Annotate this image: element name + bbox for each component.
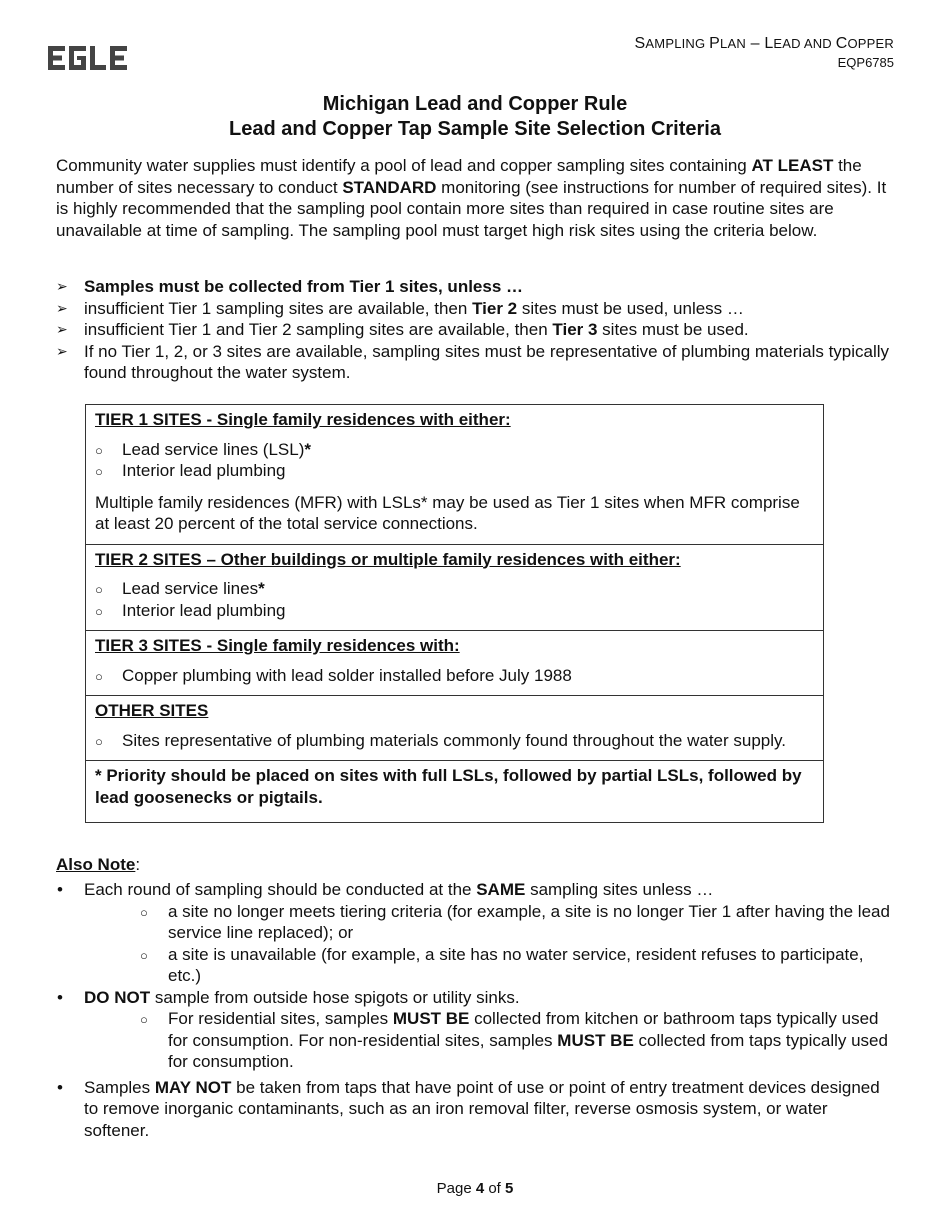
circle-bullet-icon: ○ — [140, 947, 148, 963]
list-item: • Samples MAY NOT be taken from taps that have point of use or point of entry treatment devices designed to remove inorganic contaminants, such as an iron removal filter, reverse osmosis system, or water softener. — [57, 1077, 880, 1140]
other-sites-heading: OTHER SITES — [95, 701, 209, 720]
list-item: ○ a site no longer meets tiering criteria (for example, a site is no longer Tier 1 after having the lead service line replaced); or — [140, 901, 890, 942]
priority-section — [86, 761, 823, 822]
arrow-bullet-icon: ➢ — [56, 342, 68, 359]
page-title — [0, 92, 950, 142]
page-number: Page 4 of 5 — [436, 1180, 514, 1197]
tier-3-section — [86, 631, 823, 696]
list-item: ○ For residential sites, samples MUST BE collected from kitchen or bathroom taps typically used for consumption. For non-residential sites, samples MUST BE collected from taps typically used for consumption. — [140, 1009, 888, 1071]
tier-criteria-table — [85, 404, 824, 823]
circle-bullet-icon: ○ — [95, 582, 103, 597]
tier-2-section — [86, 545, 823, 632]
circle-bullet-icon: ○ — [95, 733, 103, 749]
tier-1-mfr-note: Multiple family residences (MFR) with LSLs* may be used as Tier 1 sites when MFR comprise at least 20 percent of the total service connections. — [95, 492, 800, 533]
selection-rules-list — [56, 276, 896, 384]
bullet-icon: • — [57, 1077, 63, 1097]
intro-paragraph: Community water supplies must identify a pool of lead and copper sampling sites containing AT LEAST the number of sites necessary to conduct STANDARD monitoring (see instructions for number of required sites). It is highly recommended that the sampling pool contain more sites than required in case routine sites are unavailable at time of sampling. The sampling pool must target high risk sites using the criteria below. — [56, 156, 887, 240]
priority-note: * Priority should be placed on sites with full LSLs, followed by partial LSLs, followed by lead goosenecks or pigtails. — [95, 766, 802, 807]
list-item: ○ Interior lead plumbing — [95, 600, 814, 622]
title-line-2: Lead and Copper Tap Sample Site Selection Criteria — [229, 118, 721, 140]
list-item: ○ Sites representative of plumbing materials commonly found throughout the water supply. — [95, 730, 814, 752]
svg-text:EGLE: EGLE — [48, 70, 51, 71]
arrow-bullet-icon: ➢ — [56, 321, 68, 337]
rule-item: ➢ insufficient Tier 1 and Tier 2 sampling sites are available, then Tier 3 sites must be used. — [56, 320, 749, 339]
tier-1-section — [86, 405, 823, 545]
form-code: EQP6785 — [837, 55, 894, 70]
egle-logo — [48, 46, 128, 78]
circle-bullet-icon: ○ — [95, 442, 103, 458]
document-header — [635, 34, 894, 72]
also-note-list — [56, 879, 896, 1141]
rule-item: ➢ If no Tier 1, 2, or 3 sites are available, sampling sites must be representative of plumbing materials typically found throughout the water system. — [56, 341, 890, 382]
circle-bullet-icon: ○ — [140, 1012, 148, 1027]
circle-bullet-icon: ○ — [95, 464, 103, 479]
list-item: • Each round of sampling should be conducted at the SAME sampling sites unless … ○ a site no longer meets tiering criteria (for example, a site is no longer Tier 1 after having the lead service line replaced); or ○ a site is unavailable (for example, a site has no water service, resident refuses to participate, etc.) — [56, 879, 896, 987]
bullet-icon: • — [57, 880, 63, 899]
egle-logo-icon — [48, 46, 128, 72]
circle-bullet-icon: ○ — [140, 904, 148, 920]
list-item: ○ Lead service lines (LSL)* — [95, 439, 814, 461]
circle-bullet-icon: ○ — [95, 603, 103, 619]
list-item: ○ Lead service lines* — [95, 578, 814, 600]
list-item: ○ a site is unavailable (for example, a site has no water service, resident refuses to participate, etc.) — [140, 944, 864, 985]
tier-3-heading: TIER 3 SITES - Single family residences with: — [95, 636, 460, 655]
tier-2-heading: TIER 2 SITES – Other buildings or multiple family residences with either: — [95, 549, 681, 569]
title-line-1: Michigan Lead and Copper Rule — [322, 93, 628, 115]
bullet-icon: • — [57, 987, 63, 1007]
rule-item: ➢ Samples must be collected from Tier 1 sites, unless … — [56, 277, 524, 296]
tier-1-heading: TIER 1 SITES - Single family residences with either: — [95, 410, 511, 429]
list-item: ○ Interior lead plumbing — [95, 460, 814, 482]
arrow-bullet-icon: ➢ — [56, 278, 68, 294]
list-item: ○ Copper plumbing with lead solder installed before July 1988 — [95, 665, 814, 687]
also-note-heading: Also Note: — [56, 855, 141, 874]
list-item: • DO NOT sample from outside hose spigots or utility sinks. ○ For residential sites, samples MUST BE collected from kitchen or bathroom taps typically used for consumption. For non-residential sites, samples MUST BE collected from taps typically used for consumption. — [56, 987, 896, 1073]
document-type: SAMPLING PLAN – LEAD AND COPPER — [634, 35, 894, 52]
circle-bullet-icon: ○ — [95, 668, 103, 684]
arrow-bullet-icon: ➢ — [56, 299, 68, 316]
other-sites-section — [86, 696, 823, 761]
rule-item: ➢ insufficient Tier 1 sampling sites are available, then Tier 2 sites must be used, unless … — [56, 298, 744, 318]
